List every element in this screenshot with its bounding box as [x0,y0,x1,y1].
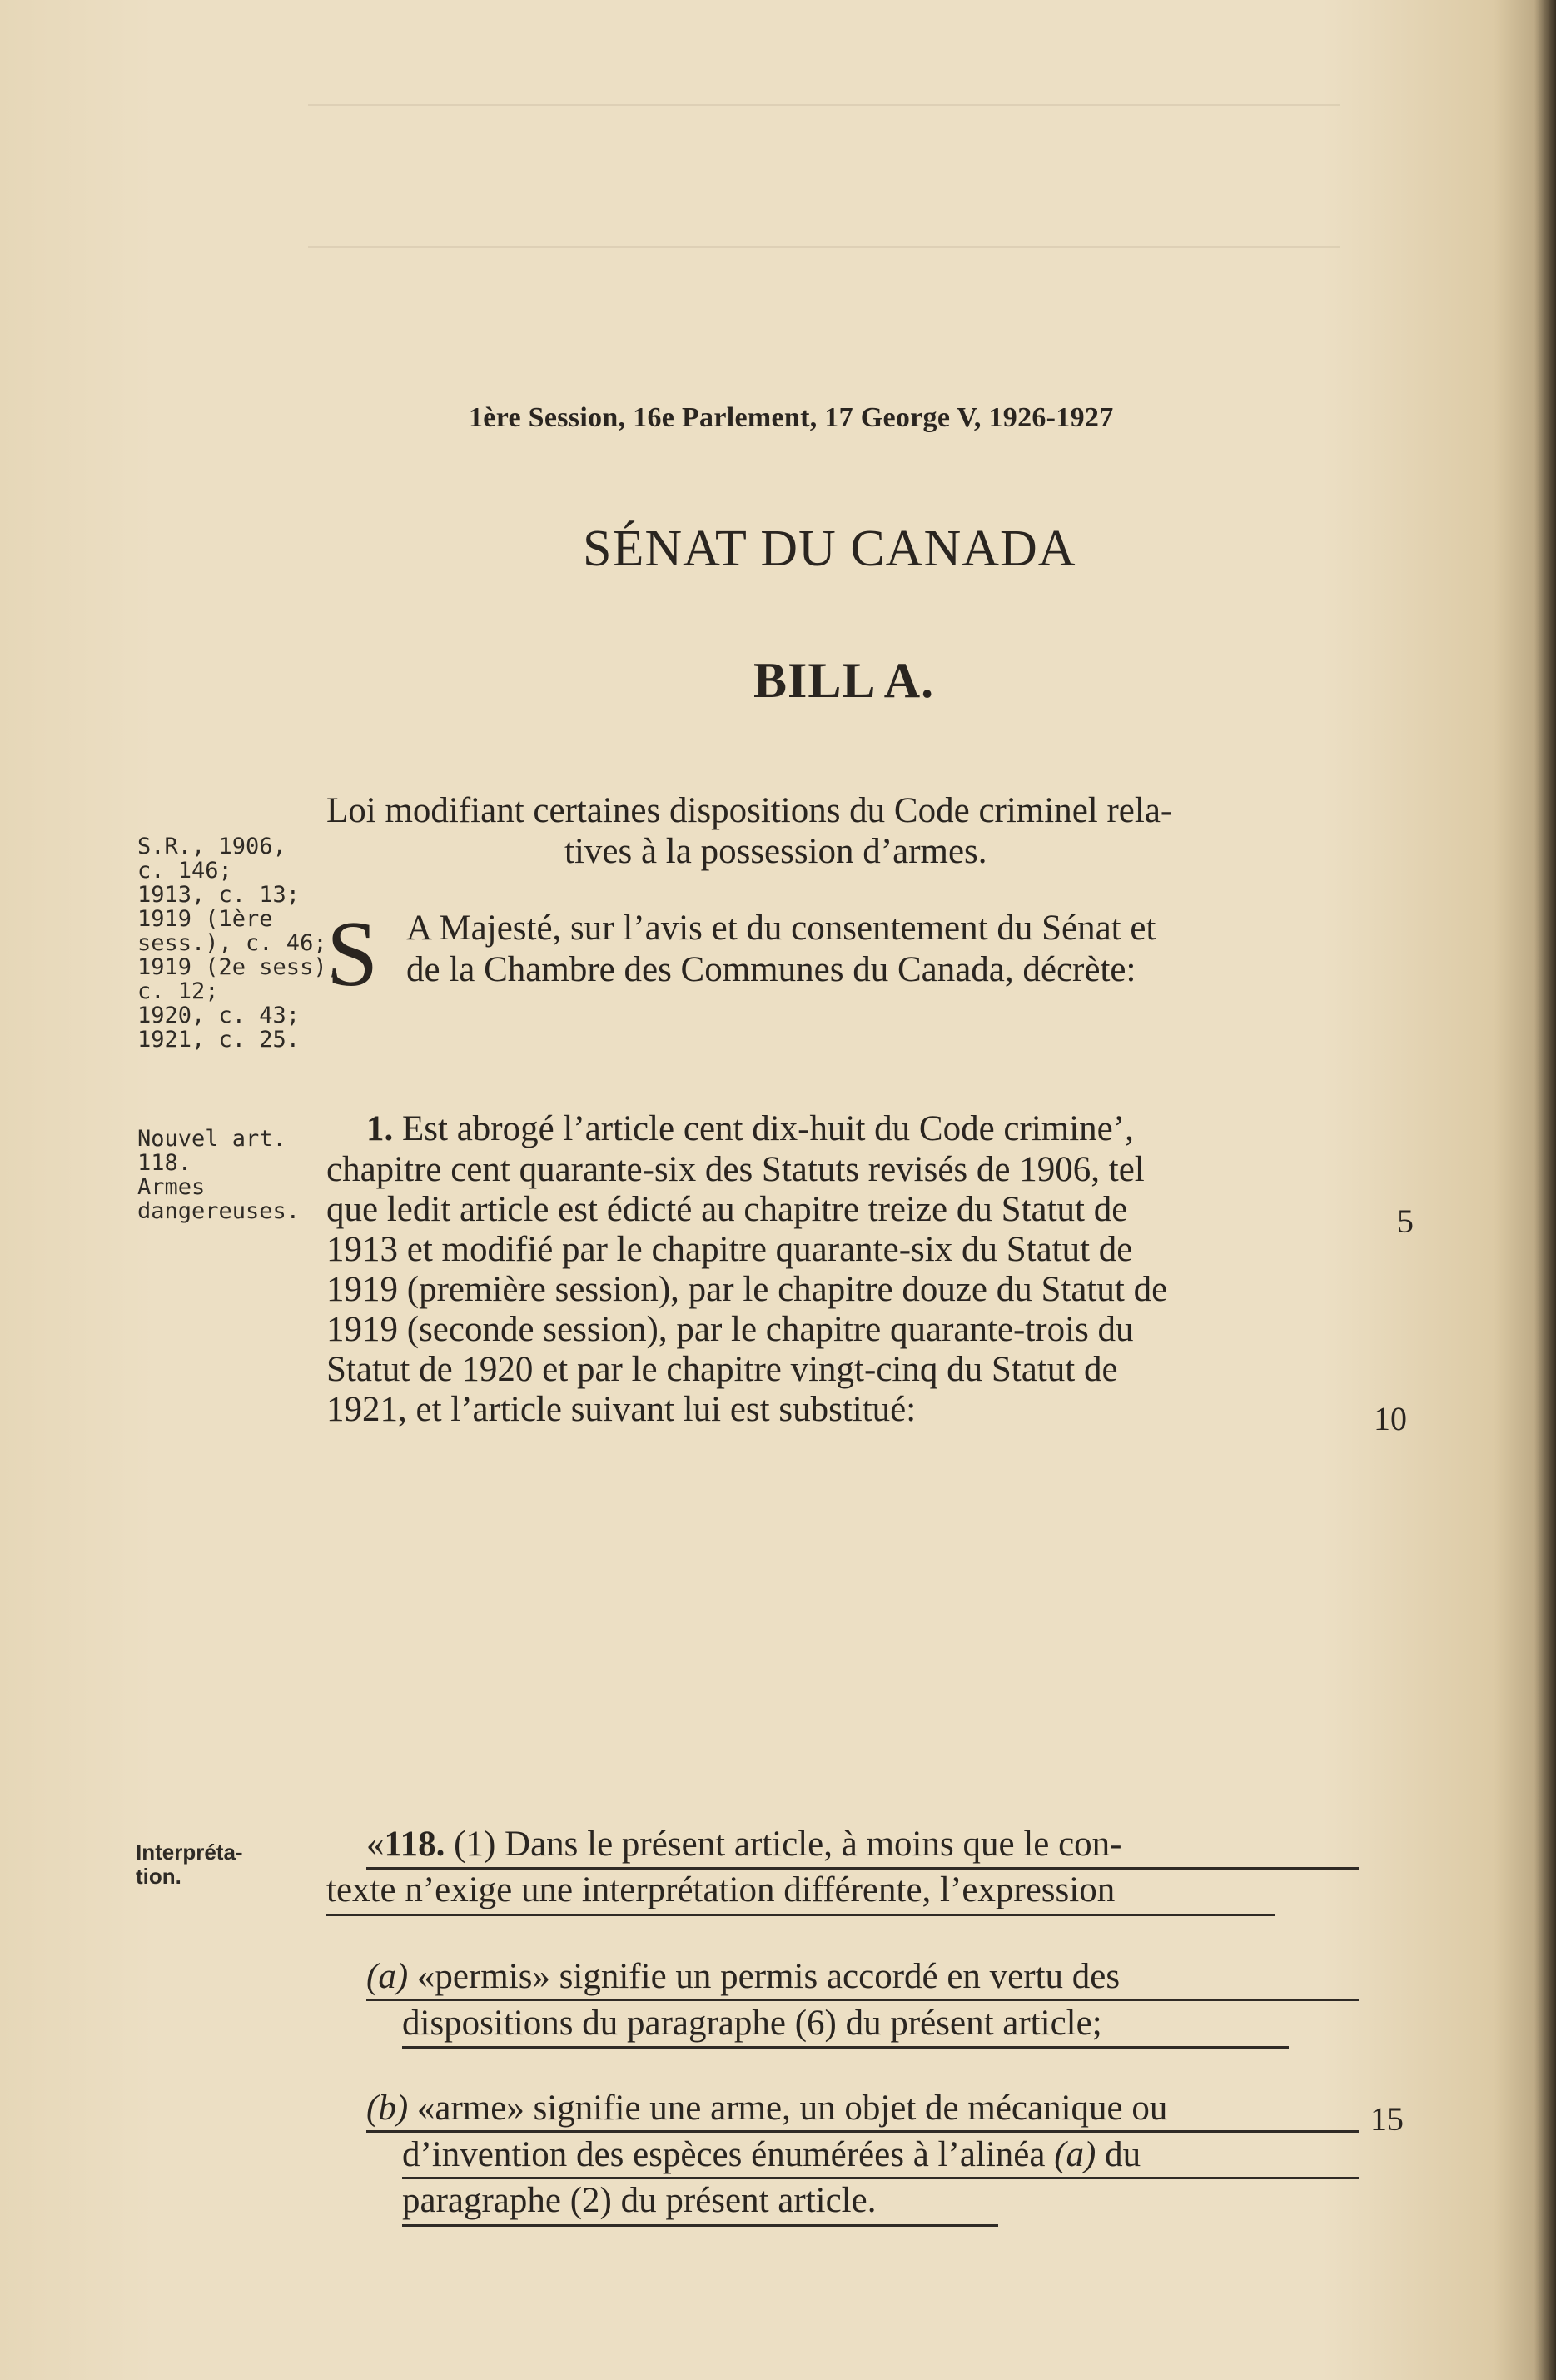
citation-line: sess.), c. 46; [137,930,327,956]
section-1-number: 1. [366,1109,394,1148]
line-number-15: 15 [1370,2100,1404,2138]
paragraph-a-line-1-text: «permis» signifie un permis accordé en vertu des [408,1957,1121,1996]
bleed-through-rule-bottom [308,246,1340,248]
margin-note-line: dangereuses. [137,1198,301,1224]
margin-note-line: Armes [137,1174,206,1200]
senate-title: SÉNAT DU CANADA [583,520,1076,577]
page-edge-shadow [1534,0,1556,2380]
margin-note-line: Nouvel art. [137,1126,286,1152]
section-118-line-2: texte n’exige une interprétation différente, l’expression [326,1870,1116,1909]
citation-line: 1919 (1ère [137,906,273,932]
citation-line: c. 12; [137,978,219,1004]
underline [366,2130,1359,2133]
paragraph-b-line-1-text: «arme» signifie une arme, un objet de mécanique ou [408,2089,1168,2128]
section-118-number: 118. [384,1825,445,1864]
underline [366,1999,1359,2001]
section-1-line-4: 1913 et modifié par le chapitre quarante-six du Statut de [326,1230,1133,1269]
margin-interpretation [136,1840,243,1889]
enacting-dropcap: S [326,903,379,1006]
section-1-line-6: 1919 (seconde session), par le chapitre quarante-trois du [326,1310,1134,1349]
section-1-line-2: chapitre cent quarante-six des Statuts revisés de 1906, tel [326,1150,1145,1189]
paragraph-a-label: (a) [366,1957,409,1996]
bill-long-title-line-2: tives à la possession d’armes. [564,832,987,871]
paragraph-b-line-1 [366,2088,1167,2129]
bleed-through-rule-top [308,104,1340,106]
section-118-line-1-text: (1) Dans le présent article, à moins que le con- [445,1825,1122,1864]
underline [402,2224,998,2227]
section-1-line-8: 1921, et l’article suivant lui est substitué: [326,1390,917,1429]
section-1-line-1 [366,1108,1134,1149]
margin-section-1 [137,1127,300,1223]
enacting-line-1: A Majesté, sur l’avis et du consentement du Sénat et [406,909,1156,948]
session-line: 1ère Session, 16e Parlement, 17 George V, 1926-1927 [469,402,1114,433]
underline [402,2046,1289,2049]
enacting-line-2: de la Chambre des Communes du Canada, décrète: [406,950,1136,989]
paragraph-b-line-2-post: du [1096,2135,1141,2174]
section-1-line-1-text: Est abrogé l’article cent dix-huit du Code crimine’, [393,1109,1134,1148]
citation-line: 1919 (2e sess), [137,954,341,980]
margin-note-line: tion. [136,1864,181,1889]
section-118-line-1 [366,1824,1122,1865]
paragraph-b-line-2-pre: d’invention des espèces énumérées à l’alinéa [402,2135,1055,2174]
opening-guillemet: « [366,1825,385,1864]
line-number-10: 10 [1374,1400,1407,1437]
citation-line: 1913, c. 13; [137,882,301,908]
paragraph-b-line-3: paragraphe (2) du présent article. [402,2181,877,2220]
paragraph-a-line-1 [366,1956,1120,1997]
margin-note-line: 118. [137,1150,192,1176]
margin-note-line: Interpréta- [136,1840,243,1865]
citation-line: S.R., 1906, [137,834,286,859]
paragraph-b-line-2 [402,2134,1141,2175]
paragraph-b-label: (b) [366,2089,409,2128]
underline [326,1914,1275,1916]
line-number-5: 5 [1397,1202,1414,1240]
bill-title: BILL A. [753,653,935,708]
paragraph-b-ref: (a) [1054,2135,1096,2174]
section-1-line-7: Statut de 1920 et par le chapitre vingt-cinq du Statut de [326,1350,1118,1389]
citation-line: c. 146; [137,858,232,884]
citation-line: 1920, c. 43; [137,1003,301,1028]
section-1-line-3: que ledit article est édicté au chapitre treize du Statut de [326,1190,1128,1229]
section-1-line-5: 1919 (première session), par le chapitre douze du Statut de [326,1270,1168,1309]
underline [402,2177,1359,2179]
margin-citations [137,834,341,1052]
paragraph-a-line-2: dispositions du paragraphe (6) du présent article; [402,2004,1102,2043]
citation-line: 1921, c. 25. [137,1027,301,1053]
bill-long-title-line-1: Loi modifiant certaines dispositions du Code criminel rela- [326,791,1173,830]
